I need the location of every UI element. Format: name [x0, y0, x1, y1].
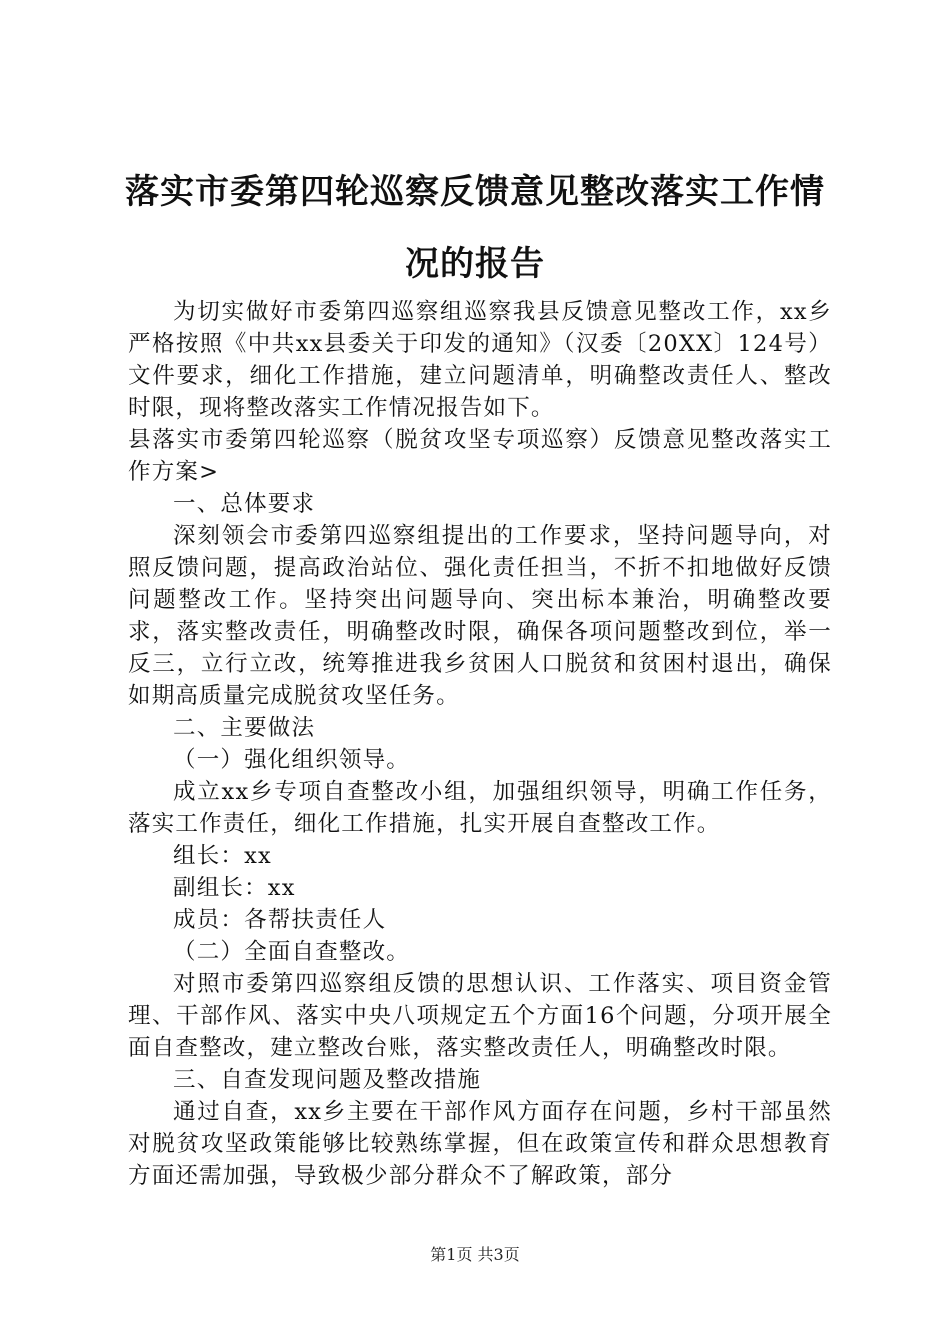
- page-footer: 第1页 共3页: [430, 1245, 520, 1264]
- section-heading-overall-requirements: 一、总体要求: [173, 491, 316, 517]
- deputy-team-leader: 副组长：xx: [173, 875, 296, 901]
- paragraph-organization: 成立xx乡专项自查整改小组，加强组织领导，明确工作任务，落实工作责任，细化工作措施，扎实开展自查整改工作。: [128, 779, 832, 837]
- document-title: [110, 156, 840, 300]
- subheading-self-inspection: （二）全面自查整改。: [173, 939, 411, 965]
- paragraph-plan-reference: 县落实市委第四轮巡察（脱贫攻坚专项巡察）反馈意见整改落实工作方案>: [128, 427, 832, 485]
- paragraph-overall-requirements: 深刻领会市委第四巡察组提出的工作要求，坚持问题导向，对照反馈问题，提高政治站位、强化责任担当，不折不扣地做好反馈问题整改工作。坚持突出问题导向、突出标本兼治，明确整改要求，落实整改责任，明确整改时限，确保各项问题整改到位，举一反三，立行立改，统筹推进我乡贫困人口脱贫和贫困村退出，确保如期高质量完成脱贫攻坚任务。: [128, 523, 832, 709]
- document-title-line-2: 况的报告: [405, 244, 545, 284]
- subheading-organization: （一）强化组织领导。: [173, 747, 411, 773]
- section-heading-problems-and-measures: 三、自查发现问题及整改措施: [173, 1067, 482, 1093]
- team-leader: 组长：xx: [173, 843, 272, 869]
- section-heading-main-practices: 二、主要做法: [173, 715, 316, 741]
- document-body: [128, 296, 832, 1192]
- paragraph-intro: 为切实做好市委第四巡察组巡察我县反馈意见整改工作，xx乡严格按照《中共xx县委关于印发的通知》（汉委〔20XX〕124号）文件要求，细化工作措施，建立问题清单，明确整改责任人、整改时限，现将整改落实工作情况报告如下。: [128, 299, 832, 421]
- paragraph-problems: 通过自查，xx乡主要在干部作风方面存在问题，乡村干部虽然对脱贫攻坚政策能够比较熟练掌握，但在政策宣传和群众思想教育方面还需加强，导致极少部分群众不了解政策，部分: [128, 1099, 832, 1189]
- paragraph-self-inspection: 对照市委第四巡察组反馈的思想认识、工作落实、项目资金管理、干部作风、落实中央八项规定五个方面16个问题，分项开展全面自查整改，建立整改台账，落实整改责任人，明确整改时限。: [128, 971, 832, 1061]
- team-members: 成员：各帮扶责任人: [173, 907, 387, 933]
- document-title-line-1: 落实市委第四轮巡察反馈意见整改落实工作情: [125, 172, 825, 212]
